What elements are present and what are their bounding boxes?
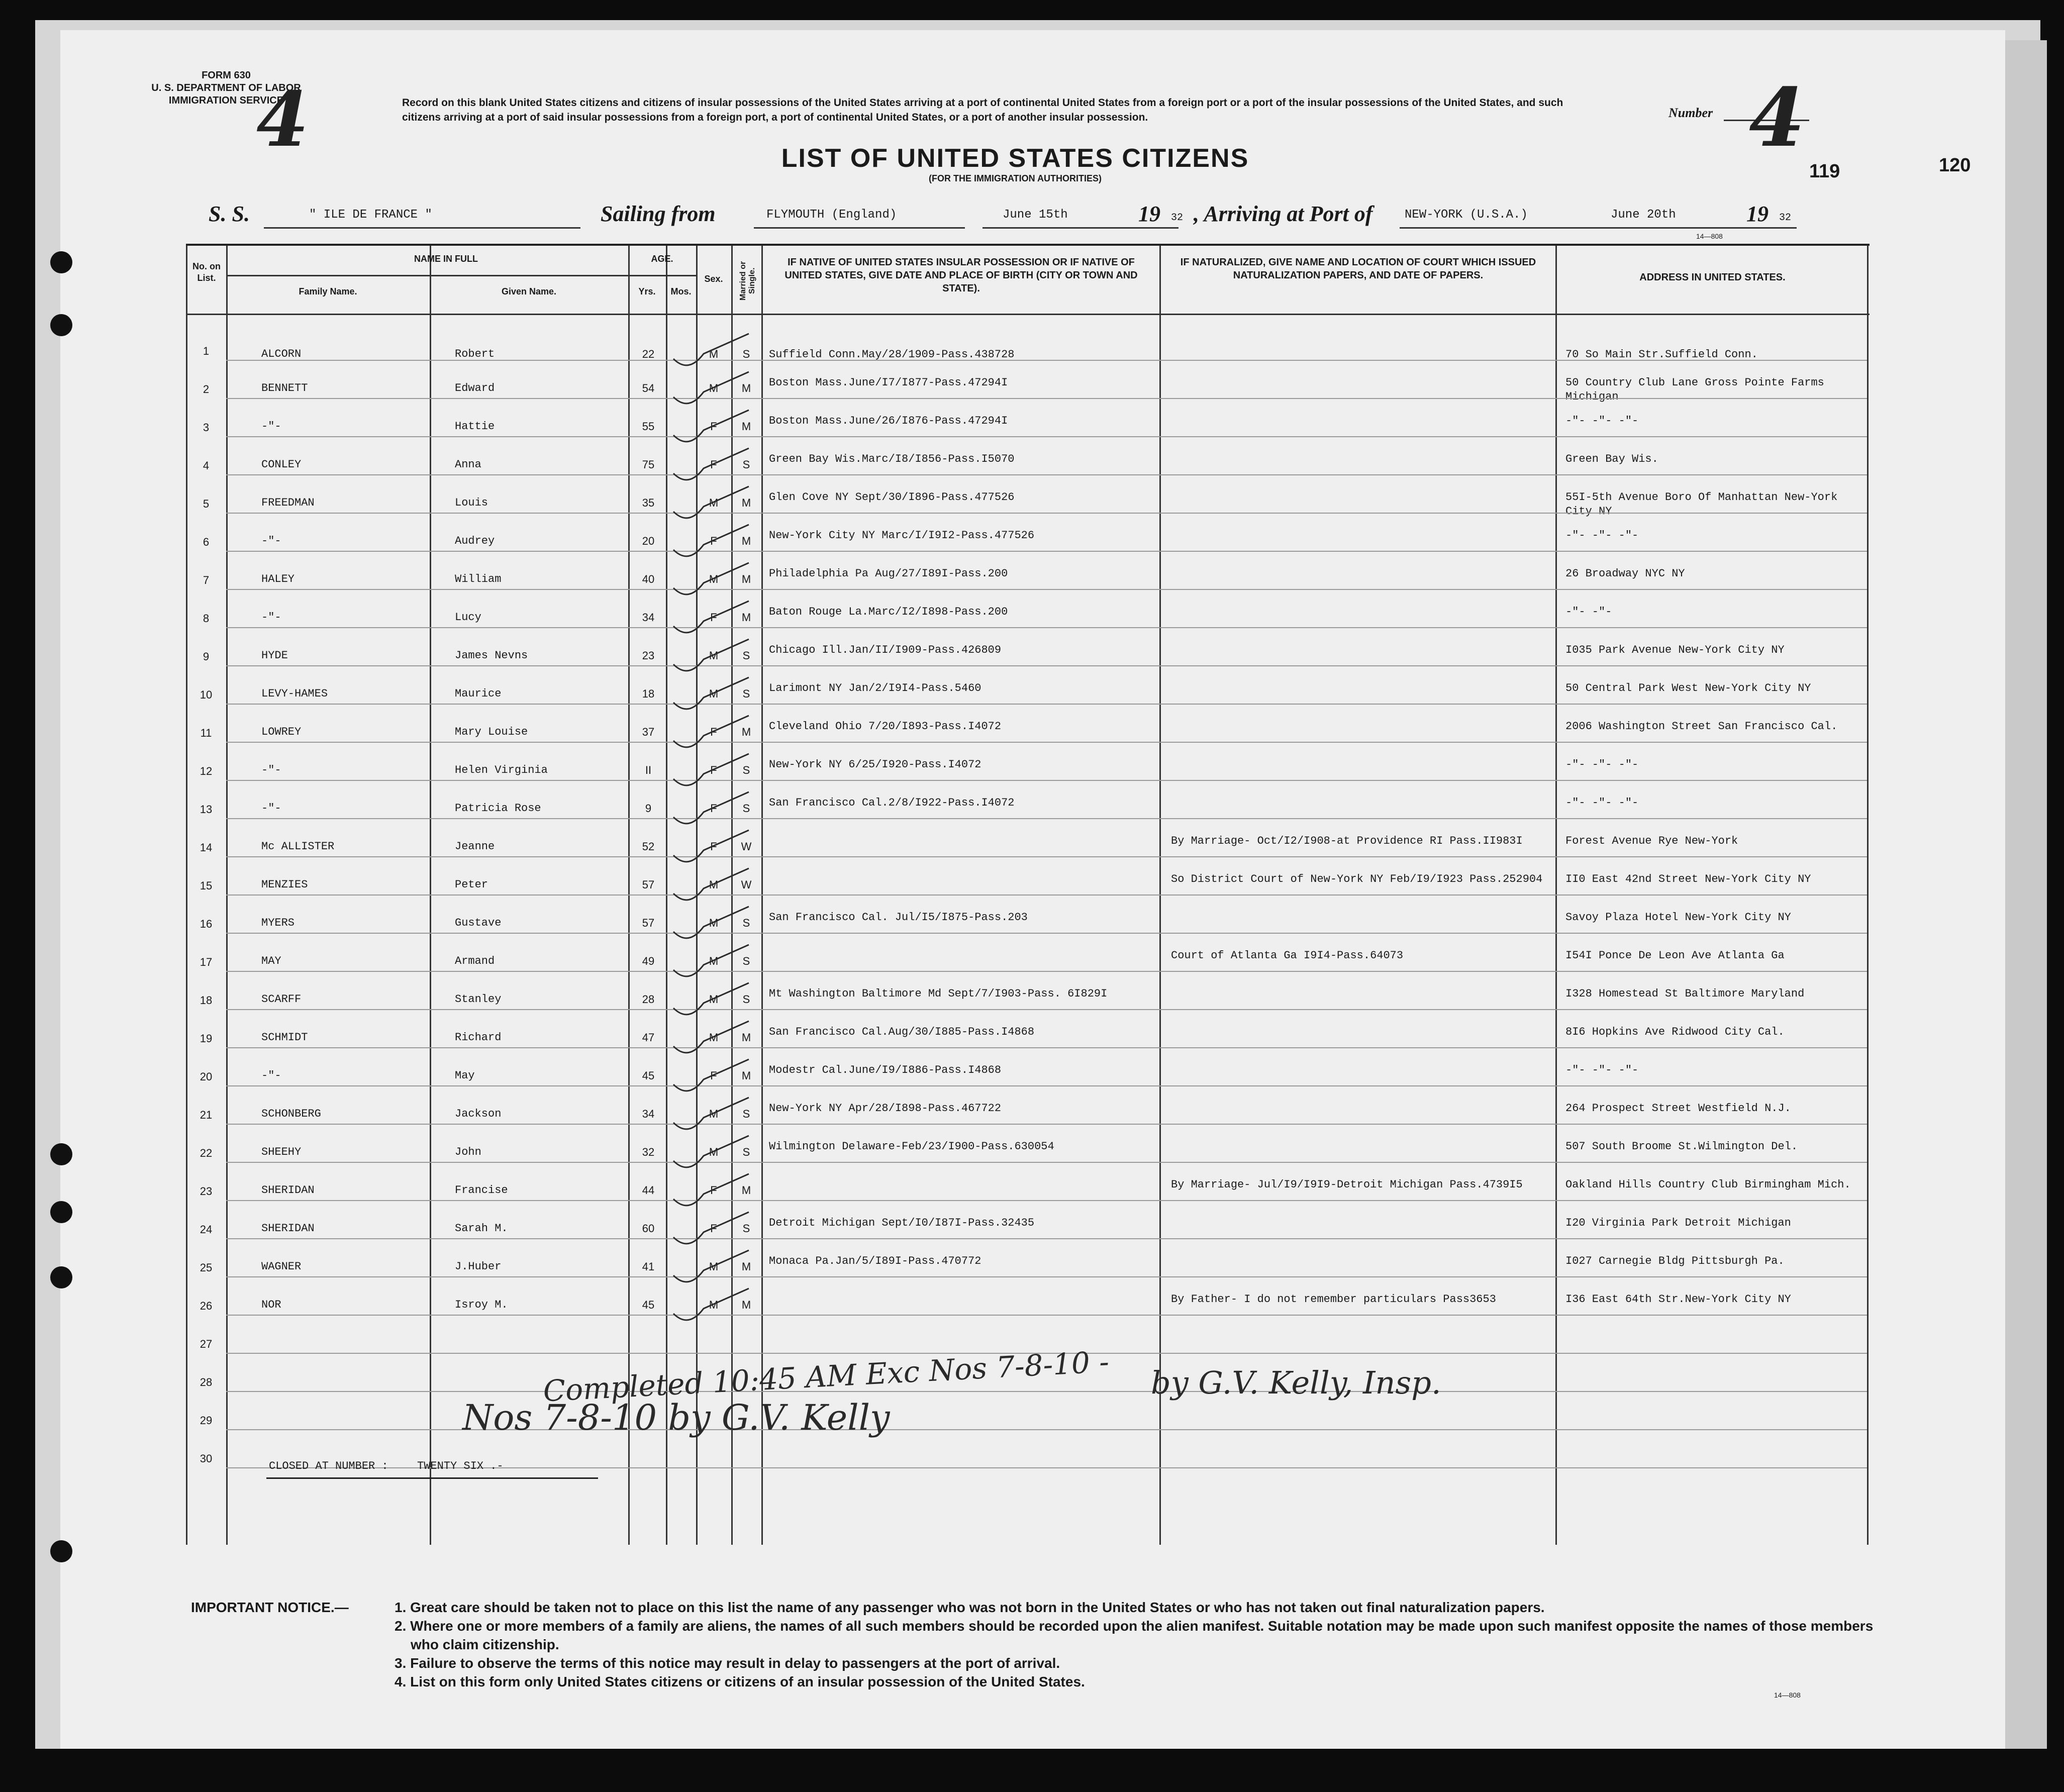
- check-mark: [673, 372, 749, 404]
- cell-yrs: 57: [642, 917, 655, 929]
- cell-given: Gustave: [455, 917, 502, 929]
- cell-ms: S: [742, 993, 750, 1006]
- cell-addr: 264 Prospect Street Westfield N.J.: [1565, 1102, 1791, 1115]
- cell-given: Jackson: [455, 1108, 502, 1120]
- punch-hole: [50, 1143, 72, 1165]
- cell-family: SCARFF: [261, 993, 302, 1006]
- cell-family: -"-: [261, 1069, 281, 1082]
- closed-at-label: CLOSED AT NUMBER :: [269, 1460, 388, 1472]
- cell-ms: S: [742, 649, 750, 662]
- cell-birth: Philadelphia Pa Aug/27/I89I-Pass.200: [769, 567, 1008, 580]
- col-mos-header: Mos.: [670, 286, 692, 296]
- cell-sex: F: [710, 1184, 717, 1197]
- cell-given: Robert: [455, 348, 495, 360]
- cell-given: Helen Virginia: [455, 764, 548, 776]
- cell-birth: Larimont NY Jan/2/I9I4-Pass.5460: [769, 682, 981, 694]
- cell-addr: I20 Virginia Park Detroit Michigan: [1565, 1217, 1791, 1229]
- col-sex-header: Sex.: [704, 274, 723, 284]
- check-mark: [673, 868, 749, 900]
- cell-sex: M: [709, 993, 719, 1006]
- cell-yrs: 23: [642, 649, 655, 662]
- cell-ms: M: [741, 382, 751, 394]
- col-yrs-header: Yrs.: [638, 286, 656, 296]
- check-mark: [673, 486, 749, 518]
- cell-given: Louis: [455, 496, 488, 509]
- cell-birth: Green Bay Wis.Marc/I8/I856-Pass.I5070: [769, 453, 1015, 465]
- cell-given: Peter: [455, 878, 488, 891]
- cell-yrs: 75: [642, 458, 655, 471]
- cell-birth: San Francisco Cal.2/8/I922-Pass.I4072: [769, 797, 1015, 809]
- check-mark: [673, 601, 749, 633]
- cell-given: Anna: [455, 458, 481, 471]
- check-mark: [673, 677, 749, 709]
- cell-birth: San Francisco Cal.Aug/30/I885-Pass.I4868: [769, 1026, 1035, 1038]
- check-mark: [673, 830, 749, 862]
- cell-yrs: 32: [642, 1146, 655, 1158]
- cell-no: 23: [200, 1185, 213, 1198]
- notice-item: 1. Great care should be taken not to place on this list the name of any passenger who was not born in the United States or who has not taken out final naturalization papers.: [395, 1600, 1545, 1615]
- cell-ms: M: [741, 535, 751, 547]
- punch-hole: [50, 251, 72, 273]
- cell-sex: F: [710, 535, 717, 547]
- cell-sex: F: [710, 1069, 717, 1082]
- cell-yrs: 35: [642, 496, 655, 509]
- cell-addr: 8I6 Hopkins Ave Ridwood City Cal.: [1565, 1026, 1785, 1038]
- punch-hole: [50, 1266, 72, 1288]
- form-code-bottom: 14—808: [1774, 1691, 1801, 1699]
- cell-family: -"-: [261, 611, 281, 624]
- cell-yrs: 9: [645, 802, 652, 815]
- check-mark: [673, 1174, 749, 1206]
- cell-family: -"-: [261, 535, 281, 547]
- check-mark: [673, 907, 749, 938]
- closed-at-value: TWENTY SIX .-: [417, 1460, 504, 1472]
- cell-family: HALEY: [261, 573, 295, 585]
- cell-no: 8: [203, 612, 210, 625]
- cell-yrs: 44: [642, 1184, 655, 1197]
- cell-birth: New-York NY Apr/28/I898-Pass.467722: [769, 1102, 1002, 1115]
- cell-given: Francise: [455, 1184, 508, 1197]
- cell-ms: M: [741, 1260, 751, 1273]
- cell-addr: -"- -"- -"-: [1565, 1064, 1639, 1076]
- cell-sex: F: [710, 611, 717, 624]
- cell-family: Mc ALLISTER: [261, 840, 335, 853]
- cell-addr: Forest Avenue Rye New-York: [1565, 835, 1738, 847]
- cell-addr: II0 East 42nd Street New-York City NY: [1565, 873, 1811, 885]
- cell-addr: -"- -"- -"-: [1565, 529, 1639, 542]
- check-mark: [673, 1250, 749, 1282]
- cell-sex: M: [709, 687, 719, 700]
- cell-no: 27: [200, 1338, 213, 1350]
- form-number: FORM 630: [202, 70, 251, 81]
- check-mark: [673, 1021, 749, 1053]
- cell-ms: S: [742, 1222, 750, 1235]
- cell-birth: Glen Cove NY Sept/30/I896-Pass.477526: [769, 491, 1015, 504]
- cell-birth: New-York NY 6/25/I920-Pass.I4072: [769, 758, 981, 771]
- number-label: Number: [1668, 106, 1713, 120]
- cell-sex: F: [710, 726, 717, 738]
- year-prefix-to: 19: [1746, 202, 1768, 226]
- notice-item: 2. Where one or more members of a family are aliens, the names of all such members should be recorded upon the alien manifest. Suitable notation may be made upon such manifest opposite the names of those members who claim citizenship.: [395, 1618, 1874, 1652]
- col-name-header: NAME IN FULL: [414, 254, 478, 264]
- cell-no: 29: [200, 1414, 213, 1427]
- cell-sex: M: [709, 496, 719, 509]
- check-mark: [673, 792, 749, 824]
- cell-ms: S: [742, 458, 750, 471]
- cell-addr: I027 Carnegie Bldg Pittsburgh Pa.: [1565, 1255, 1785, 1267]
- cell-family: CONLEY: [261, 458, 302, 471]
- cell-addr: Oakland Hills Country Club Birmingham Mich.: [1565, 1178, 1851, 1191]
- cell-no: 6: [203, 536, 210, 548]
- cell-sex: F: [710, 1222, 717, 1235]
- year-to: 32: [1779, 212, 1792, 224]
- cell-sex: M: [709, 382, 719, 394]
- cell-given: John: [455, 1146, 481, 1158]
- cell-ms: M: [741, 726, 751, 738]
- cell-yrs: 20: [642, 535, 655, 547]
- cell-given: Audrey: [455, 535, 495, 547]
- check-mark: [673, 1212, 749, 1244]
- port-to: NEW-YORK (U.S.A.): [1405, 208, 1528, 222]
- cell-addr: -"- -"-: [1565, 606, 1612, 618]
- punch-hole: [50, 314, 72, 336]
- cell-ms: W: [741, 878, 752, 891]
- cell-sex: M: [709, 1146, 719, 1158]
- cell-yrs: 52: [642, 840, 655, 853]
- service-name: IMMIGRATION SERVICE: [168, 95, 284, 106]
- cell-sex: M: [709, 917, 719, 929]
- cell-family: -"-: [261, 764, 281, 776]
- cell-ms: W: [741, 840, 752, 853]
- col-naturalized-header: IF NATURALIZED, GIVE NAME AND LOCATION OF COURT WHICH ISSUED NATURALIZATION PAPERS, AND DATE OF PAPERS.: [1180, 257, 1536, 281]
- check-mark: [673, 563, 749, 594]
- cell-ms: S: [742, 687, 750, 700]
- cell-given: Hattie: [455, 420, 495, 433]
- date-to: June 20th: [1611, 208, 1676, 222]
- cell-ms: S: [742, 348, 750, 360]
- cell-no: 15: [200, 879, 213, 892]
- cell-addr: 50 Country Club Lane Gross Pointe Farms Michigan: [1565, 376, 1824, 403]
- cell-sex: M: [709, 348, 719, 360]
- cell-given: Jeanne: [455, 840, 495, 853]
- cell-ms: S: [742, 917, 750, 929]
- cell-no: 17: [200, 956, 213, 968]
- check-mark: [673, 410, 749, 442]
- cell-yrs: 34: [642, 1108, 655, 1120]
- cell-birth: Boston Mass.June/26/I876-Pass.47294I: [769, 415, 1008, 427]
- cell-ms: M: [741, 496, 751, 509]
- cell-ms: S: [742, 1146, 750, 1158]
- cell-given: William: [455, 573, 502, 585]
- cell-no: 13: [200, 803, 213, 816]
- cell-ms: M: [741, 611, 751, 624]
- cell-yrs: 34: [642, 611, 655, 624]
- col-family-header: Family Name.: [299, 286, 357, 296]
- cell-no: 1: [203, 345, 210, 357]
- cell-ms: M: [741, 1031, 751, 1044]
- cell-family: -"-: [261, 420, 281, 433]
- cell-yrs: 55: [642, 420, 655, 433]
- cell-birth: Suffield Conn.May/28/1909-Pass.438728: [769, 348, 1015, 361]
- handwritten-completed: Completed 10:45 AM Exc Nos 7-8-10 -: [542, 1344, 1110, 1409]
- cell-sex: F: [710, 764, 717, 776]
- cell-no: 12: [200, 765, 213, 777]
- cell-sex: F: [710, 802, 717, 815]
- form-code-top: 14—808: [1696, 232, 1723, 240]
- cell-ms: S: [742, 955, 750, 967]
- cell-sex: F: [710, 458, 717, 471]
- cell-no: 9: [203, 650, 210, 663]
- cell-no: 26: [200, 1300, 213, 1312]
- cell-family: NOR: [261, 1299, 281, 1311]
- ship-name: " ILE DE FRANCE ": [309, 208, 432, 222]
- cell-yrs: 45: [642, 1069, 655, 1082]
- port-to-underline: [1400, 227, 1797, 229]
- cell-addr: Savoy Plaza Hotel New-York City NY: [1565, 911, 1791, 924]
- cell-ms: M: [741, 1299, 751, 1311]
- cell-sex: M: [709, 878, 719, 891]
- cell-yrs: 28: [642, 993, 655, 1006]
- cell-family: SHERIDAN: [261, 1184, 315, 1197]
- cell-no: 21: [200, 1109, 213, 1121]
- cell-addr: I54I Ponce De Leon Ave Atlanta Ga: [1565, 949, 1785, 962]
- cell-no: 10: [200, 688, 213, 701]
- cell-given: Mary Louise: [455, 726, 528, 738]
- cell-ms: S: [742, 802, 750, 815]
- cell-nat: Court of Atlanta Ga I9I4-Pass.64073: [1171, 949, 1404, 962]
- cell-birth: Boston Mass.June/I7/I877-Pass.47294I: [769, 376, 1008, 389]
- cell-ms: S: [742, 764, 750, 776]
- port-from: FLYMOUTH (England): [766, 208, 897, 222]
- port-from-underline: [754, 227, 965, 229]
- cell-birth: Baton Rouge La.Marc/I2/I898-Pass.200: [769, 606, 1008, 618]
- cell-given: Armand: [455, 955, 495, 967]
- cell-given: Maurice: [455, 687, 502, 700]
- number-value: 4: [1749, 70, 1805, 165]
- cell-sex: M: [709, 649, 719, 662]
- cell-no: 14: [200, 841, 213, 854]
- handwritten-inspector: by G.V. Kelly, Insp.: [1151, 1364, 1441, 1401]
- cell-no: 20: [200, 1070, 213, 1083]
- cell-no: 2: [203, 383, 210, 395]
- cell-family: FREEDMAN: [261, 496, 315, 509]
- cell-no: 4: [203, 459, 210, 472]
- check-mark: [673, 945, 749, 976]
- date-from-underline: [982, 227, 1178, 229]
- cell-family: -"-: [261, 802, 281, 815]
- cell-ms: M: [741, 1184, 751, 1197]
- cell-addr: -"- -"- -"-: [1565, 415, 1639, 427]
- col-no-header: No. on List.: [192, 261, 221, 283]
- big-number-left: 4: [256, 75, 309, 164]
- check-mark: [673, 754, 749, 785]
- cell-given: Patricia Rose: [455, 802, 541, 815]
- cell-sex: M: [709, 955, 719, 967]
- cell-addr: I328 Homestead St Baltimore Maryland: [1565, 987, 1805, 1000]
- notice-item: 3. Failure to observe the terms of this notice may result in delay to passengers at the port of arrival.: [395, 1655, 1060, 1671]
- cell-given: Lucy: [455, 611, 481, 624]
- cell-birth: Cleveland Ohio 7/20/I893-Pass.I4072: [769, 720, 1002, 733]
- cell-given: May: [455, 1069, 475, 1082]
- cell-no: 3: [203, 421, 210, 434]
- cell-ms: M: [741, 420, 751, 433]
- notice-items: [395, 1598, 1902, 1691]
- closed-underline: [266, 1477, 598, 1479]
- cell-no: 16: [200, 918, 213, 930]
- cell-birth: San Francisco Cal. Jul/I5/I875-Pass.203: [769, 911, 1028, 924]
- ship-underline: [264, 227, 580, 229]
- cell-given: Isroy M.: [455, 1299, 508, 1311]
- cell-addr: Green Bay Wis.: [1565, 453, 1658, 465]
- check-mark: [673, 448, 749, 480]
- cell-addr: 26 Broadway NYC NY: [1565, 567, 1685, 580]
- cell-family: LEVY-HAMES: [261, 687, 328, 700]
- punch-hole: [50, 1201, 72, 1223]
- cell-ms: M: [741, 1069, 751, 1082]
- cell-birth: Mt Washington Baltimore Md Sept/7/I903-Pass. 6I829I: [769, 987, 1108, 1000]
- cell-birth: Modestr Cal.June/I9/I886-Pass.I4868: [769, 1064, 1002, 1076]
- cell-family: HYDE: [261, 649, 288, 662]
- cell-family: WAGNER: [261, 1260, 302, 1273]
- cell-yrs: 49: [642, 955, 655, 967]
- cell-given: J.Huber: [455, 1260, 502, 1273]
- cell-yrs: 57: [642, 878, 655, 891]
- cell-sex: M: [709, 1260, 719, 1273]
- cell-sex: F: [710, 840, 717, 853]
- cell-given: Edward: [455, 382, 495, 394]
- notice-heading: IMPORTANT NOTICE.—: [191, 1600, 349, 1615]
- cell-family: MAY: [261, 955, 281, 967]
- cell-addr: I035 Park Avenue New-York City NY: [1565, 644, 1785, 656]
- cell-yrs: 47: [642, 1031, 655, 1044]
- cell-sex: M: [709, 1031, 719, 1044]
- cell-nat: By Father- I do not remember particulars Pass3653: [1171, 1293, 1496, 1306]
- check-mark: [673, 983, 749, 1015]
- cell-yrs: 45: [642, 1299, 655, 1311]
- cell-yrs: 18: [642, 687, 655, 700]
- cell-yrs: 40: [642, 573, 655, 585]
- col-birth-header: IF NATIVE OF UNITED STATES INSULAR POSSESSION OR IF NATIVE OF UNITED STATES, GIVE DATE AND PLACE OF BIRTH (CITY OR TOWN AND STATE).: [784, 257, 1138, 294]
- cell-family: MYERS: [261, 917, 295, 929]
- check-mark: [673, 1288, 749, 1320]
- punch-hole: [50, 1540, 72, 1562]
- cell-addr: 507 South Broome St.Wilmington Del.: [1565, 1140, 1798, 1153]
- cell-ms: S: [742, 1108, 750, 1120]
- notice-item: 4. List on this form only United States citizens or citizens of an insular possession of the United States.: [395, 1674, 1085, 1689]
- cell-no: 28: [200, 1376, 213, 1388]
- cell-no: 24: [200, 1223, 213, 1236]
- cell-addr: -"- -"- -"-: [1565, 758, 1639, 771]
- cell-no: 7: [203, 574, 210, 586]
- date-from: June 15th: [1003, 208, 1068, 222]
- col-address-header: ADDRESS IN UNITED STATES.: [1639, 272, 1786, 283]
- col-married-header: Married or Single.: [739, 261, 756, 301]
- check-mark: [673, 1059, 749, 1091]
- cell-yrs: 41: [642, 1260, 655, 1273]
- check-mark: [673, 639, 749, 671]
- record-instructions: Record on this blank United States citizens and citizens of insular possessions of the United States arriving at a port of continental United States from a foreign port or a port of the insular possessions of the United States, and such citizens arriving at a port of said insular possessions from a foreign port, a port of continental United States, or a port of another insular possession.: [402, 97, 1563, 123]
- check-mark: [673, 334, 749, 365]
- cell-yrs: 37: [642, 726, 655, 738]
- cell-birth: New-York City NY Marc/I/I9I2-Pass.477526: [769, 529, 1035, 542]
- cell-family: ALCORN: [261, 348, 302, 360]
- cell-addr: 70 So Main Str.Suffield Conn.: [1565, 348, 1758, 361]
- sailing-label: Sailing from: [601, 202, 716, 226]
- cell-family: LOWREY: [261, 726, 302, 738]
- cell-nat: By Marriage- Jul/I9/I9I9-Detroit Michigan Pass.4739I5: [1171, 1178, 1523, 1191]
- cell-no: 22: [200, 1147, 213, 1159]
- page-title: LIST OF UNITED STATES CITIZENS: [781, 144, 1249, 173]
- arriving-label: , Arriving at Port of: [1194, 202, 1373, 226]
- cell-no: 11: [200, 727, 212, 739]
- cell-given: Richard: [455, 1031, 502, 1044]
- cell-no: 5: [203, 497, 210, 510]
- cell-nat: By Marriage- Oct/I2/I908-at Providence RI Pass.II983I: [1171, 835, 1523, 847]
- page-subtitle: (FOR THE IMMIGRATION AUTHORITIES): [929, 173, 1102, 183]
- cell-addr: 50 Central Park West New-York City NY: [1565, 682, 1811, 694]
- cell-yrs: 22: [642, 348, 655, 360]
- cell-addr: -"- -"- -"-: [1565, 797, 1639, 809]
- cell-ms: M: [741, 573, 751, 585]
- check-mark: [673, 1098, 749, 1129]
- check-mark: [673, 716, 749, 747]
- cell-no: 30: [200, 1452, 213, 1465]
- cell-no: 25: [200, 1261, 213, 1274]
- cell-family: MENZIES: [261, 878, 308, 891]
- cell-birth: Chicago Ill.Jan/II/I909-Pass.426809: [769, 644, 1002, 656]
- cell-addr: 55I-5th Avenue Boro Of Manhattan New-York City NY: [1565, 491, 1838, 518]
- cell-family: BENNETT: [261, 382, 308, 394]
- col-given-header: Given Name.: [501, 286, 557, 296]
- cell-addr: I36 East 64th Str.New-York City NY: [1565, 1293, 1791, 1306]
- handwritten-nos: Nos 7-8-10 by G.V. Kelly: [462, 1397, 890, 1438]
- cell-birth: Monaca Pa.Jan/5/I89I-Pass.470772: [769, 1255, 981, 1267]
- cell-no: 18: [200, 994, 213, 1007]
- cell-yrs: 54: [642, 382, 655, 394]
- check-mark: [673, 1136, 749, 1167]
- ss-label: S. S.: [209, 202, 250, 226]
- cell-family: SCHONBERG: [261, 1108, 321, 1120]
- cell-birth: Detroit Michigan Sept/I0/I87I-Pass.32435: [769, 1217, 1035, 1229]
- check-mark: [673, 525, 749, 556]
- cell-yrs: II: [645, 764, 652, 776]
- cell-given: Stanley: [455, 993, 502, 1006]
- cell-given: James Nevns: [455, 649, 528, 662]
- cell-sex: F: [710, 420, 717, 433]
- cell-family: SHERIDAN: [261, 1222, 315, 1235]
- col-age-header: AGE.: [651, 254, 673, 264]
- cell-no: 19: [200, 1032, 213, 1045]
- department-name: U. S. DEPARTMENT OF LABOR: [151, 82, 301, 93]
- cell-family: SHEEHY: [261, 1146, 302, 1158]
- cell-given: Sarah M.: [455, 1222, 508, 1235]
- voyage-line: [209, 201, 1827, 240]
- year-from: 32: [1171, 212, 1184, 224]
- cell-birth: Wilmington Delaware-Feb/23/I900-Pass.630054: [769, 1140, 1054, 1153]
- cell-sex: M: [709, 1299, 719, 1311]
- cell-sex: M: [709, 573, 719, 585]
- cell-nat: So District Court of New-York NY Feb/I9/I923 Pass.252904: [1171, 873, 1543, 885]
- year-prefix-from: 19: [1138, 202, 1160, 226]
- stamped-page-number-alt: 120: [1939, 155, 1971, 176]
- cell-sex: M: [709, 1108, 719, 1120]
- cell-yrs: 60: [642, 1222, 655, 1235]
- cell-family: SCHMIDT: [261, 1031, 308, 1044]
- stamped-page-number: 119: [1809, 161, 1840, 182]
- cell-addr: 2006 Washington Street San Francisco Cal.: [1565, 720, 1838, 733]
